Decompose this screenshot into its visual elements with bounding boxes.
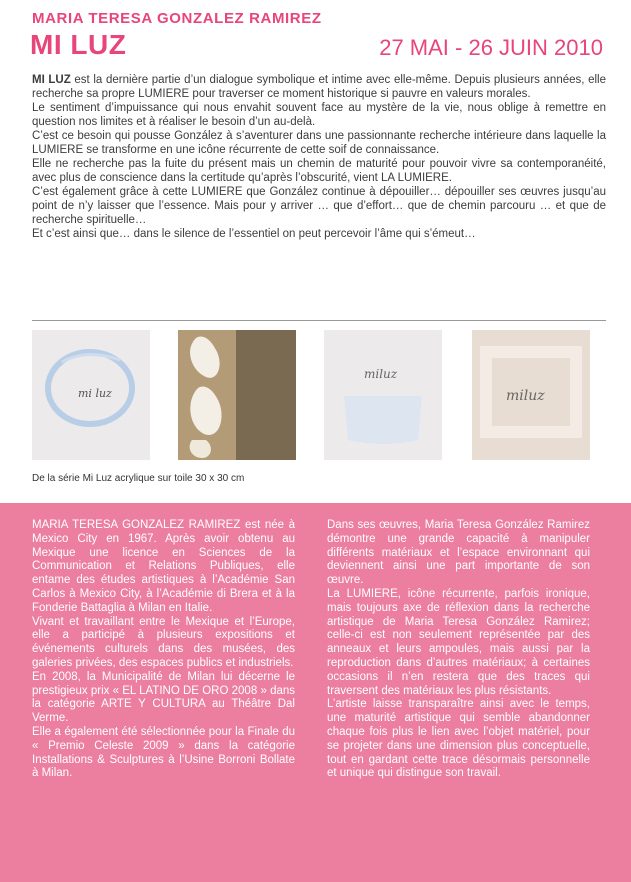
intro-paragraph-1: MI LUZ est la dernière partie d’un dialogue symbolique et intime avec elle-même. Depuis plusieurs années, elle recherche sa propre LUMIERE pour traverser ce moment historique si pauvre en valeurs morales. [32, 74, 606, 100]
biography-right-column [327, 519, 590, 781]
artist-name: MARIA TERESA GONZALEZ RAMIREZ [32, 10, 322, 27]
bio-paragraph: L’artiste laisse transparaître ainsi avec le temps, une maturité artistique qui semble abandonner chaque fois plus le lien avec l’objet matériel, pour se projeter dans une dimension plus conceptuelle, tout en gardant cette trace désormais personnelle et unique qui distingue son travail. [327, 698, 590, 780]
artwork-3-inscription: miluz [364, 367, 398, 381]
bio-paragraph: Vivant et travaillant entre le Mexique et l’Europe, elle a participé à plusieurs expositions et événements culturels dans des musées, des galeries privées, des espaces publics et industriels. [32, 615, 295, 669]
bio-paragraph: Elle a également été sélectionnée pour la Finale du « Premio Celeste 2009 » dans la catégorie Installations & Sculptures à l’Usine Borroni Bollate à Milan. [32, 725, 295, 780]
biography-left-column [32, 519, 295, 781]
artwork-4-inscription: miluz [506, 388, 545, 404]
biography-panel [0, 503, 631, 882]
artwork-4-image [472, 330, 590, 460]
artwork-1-image [32, 330, 150, 460]
artwork-3-image [324, 330, 442, 460]
artwork-1-inscription: mi luz [78, 387, 112, 400]
exhibition-title: MI LUZ [30, 29, 127, 60]
bio-paragraph: En 2008, la Municipalité de Milan lui décerne le prestigieux prix « EL LATINO DE ORO 2008 » dans la catégorie ARTE Y CULTURA au Théâtre Dal Verme. [32, 670, 295, 725]
bio-paragraph: MARIA TERESA GONZALEZ RAMIREZ est née à Mexico City en 1967. Après avoir obtenu au Mexique une licence en Sciences de la Communication et Relations Publiques, elle entame des études artistiques à l’Académie San Carlos à Mexico City, à l’Académie di Brera et à la Fonderie Battaglia à Milan en Italie. [32, 519, 295, 614]
intro-paragraph-3: C’est ce besoin qui pousse González à s’aventurer dans une passionnante recherche intérieure dans laquelle la LUMIERE se transforme en une icône récurrente de cette soif de connaissance. [32, 130, 606, 156]
intro-paragraph-2: Le sentiment d’impuissance qui nous envahit souvent face au mystère de la vie, nous oblige à remettre en question nos limites et à réaliser le besoin d’un au-delà. [32, 102, 606, 128]
intro-paragraph-4: Elle ne recherche pas la fuite du présent mais un chemin de maturité pour pouvoir vivre sa contemporanéité, avec plus de conscience dans la certitude qu’après l’obscurité, vient LA LUMIERE. [32, 158, 606, 184]
bio-paragraph: La LUMIERE, icône récurrente, parfois ironique, mais toujours axe de réflexion dans la recherche artistique de Maria Teresa González Ramirez; celle-ci est non seulement représentée par des anneaux et leurs ampoules, mais aussi par la reproduction dans d’autres matériaux; à certaines occasions il n’en restera que des traces qui traversent des matériaux les plus résistants. [327, 587, 590, 697]
intro-paragraph-5: C’est également grâce à cette LUMIERE que González continue à dépouiller… dépouiller ses œuvres jusqu’au point de n’y laisser que l’essence. Mais pour y arriver … que d’effort… que de chemin parcouru … et que de recherche spirituelle… [32, 186, 606, 226]
artwork-2-image [178, 330, 296, 460]
intro-text [32, 73, 606, 241]
bio-paragraph: Dans ses œuvres, Maria Teresa González Ramirez démontre une grande capacité à manipuler différents matériaux et l’espace environnant qui deviennent ainsi une part importante de son œuvre. [327, 519, 590, 587]
intro-paragraph-6: Et c’est ainsi que… dans le silence de l’essentiel on peut percevoir l’âme qui s’émeut… [32, 228, 476, 240]
divider [32, 320, 606, 321]
intro-lead: MI LUZ [32, 74, 71, 86]
exhibition-dates: 27 MAI - 26 JUIN 2010 [379, 35, 603, 60]
gallery-caption: De la série Mi Luz acrylique sur toile 30 x 30 cm [32, 473, 245, 484]
